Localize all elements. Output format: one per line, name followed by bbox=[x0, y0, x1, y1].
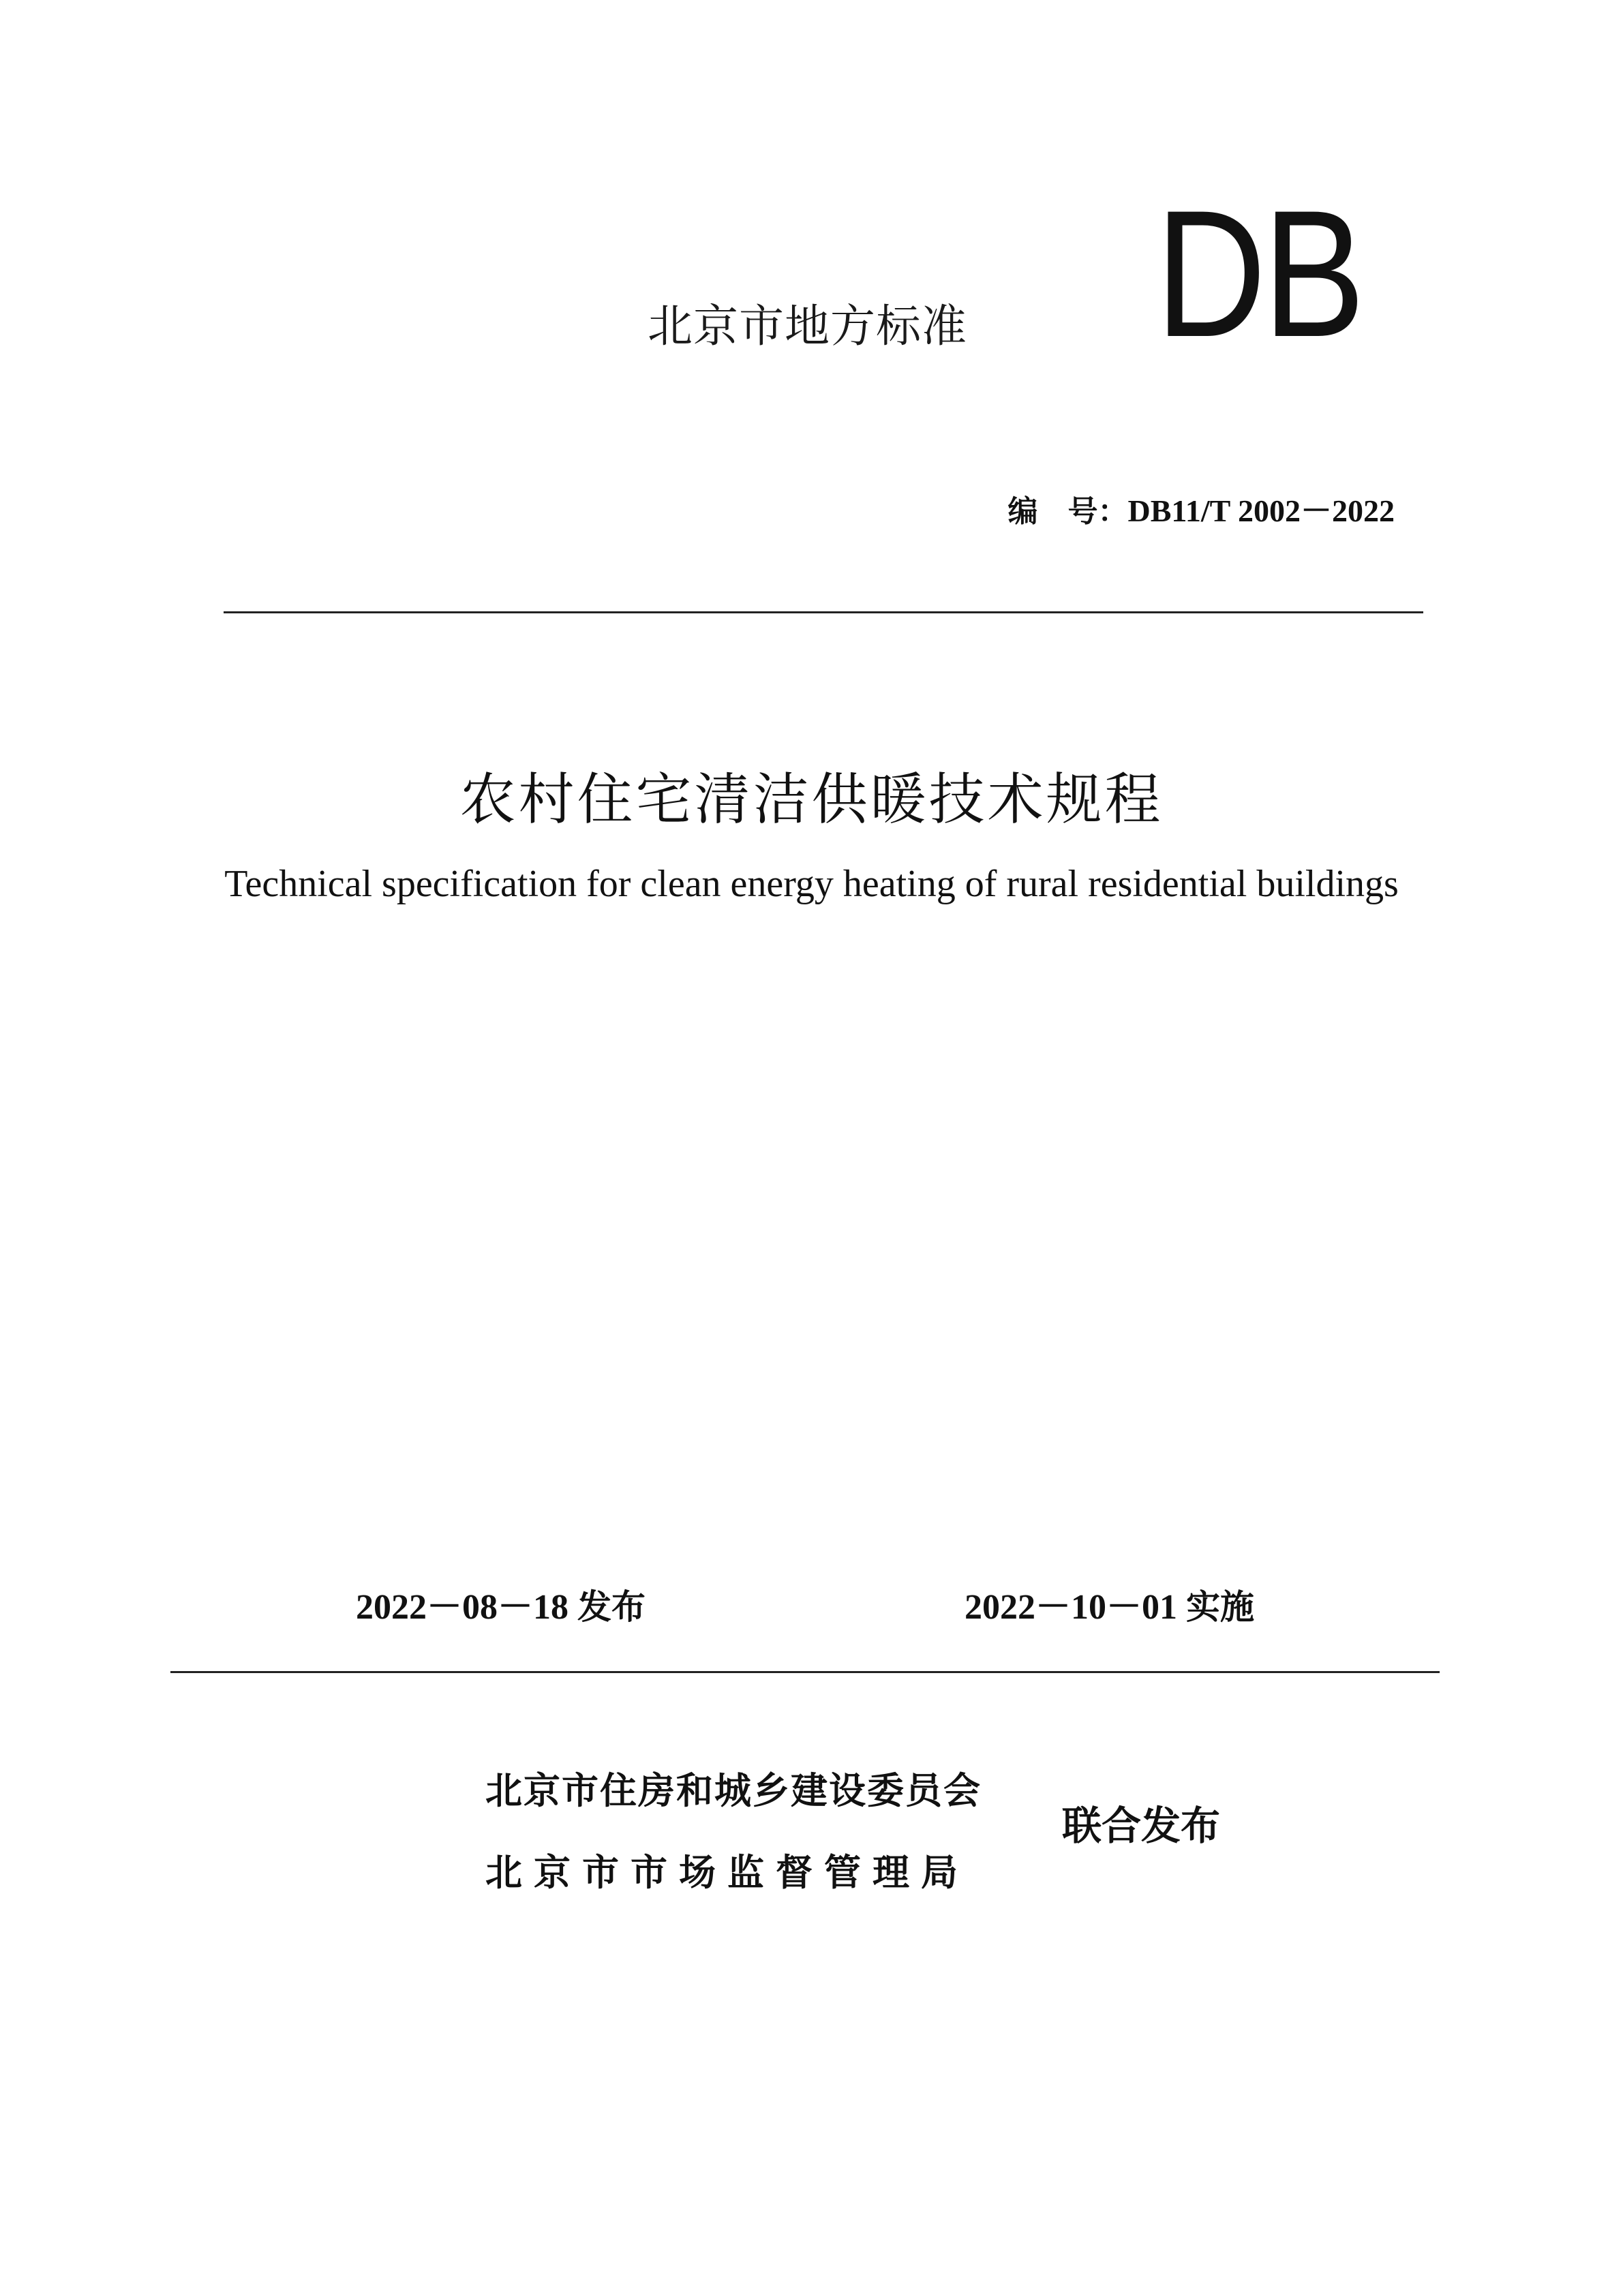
joint-release-label: 联合发布 bbox=[1062, 1803, 1221, 1849]
standard-number-label: 编 号： bbox=[1007, 494, 1128, 529]
issuer-market-regulation: 北京市市场监督管理局 bbox=[485, 1851, 969, 1894]
issue-date-label: 发布 bbox=[577, 1587, 646, 1627]
standard-number-value: DB11/T 2002－2022 bbox=[1127, 493, 1395, 528]
bottom-divider bbox=[170, 1671, 1440, 1673]
title-english: Technical specification for clean energy heating of rural residential buildings bbox=[224, 863, 1399, 905]
issue-date-value: 2022－08－18 bbox=[356, 1588, 569, 1627]
db-mark: DB bbox=[1155, 173, 1362, 375]
standard-number bbox=[1008, 486, 1395, 531]
standard-type: 北京市地方标准 bbox=[648, 300, 967, 352]
implement-date-value: 2022－10－01 bbox=[965, 1588, 1178, 1627]
top-divider bbox=[224, 611, 1423, 613]
title-chinese: 农村住宅清洁供暖技术规程 bbox=[459, 767, 1164, 832]
issue-date bbox=[356, 1578, 646, 1629]
implement-date-label: 实施 bbox=[1186, 1587, 1255, 1627]
issuer-housing-commission: 北京市住房和城乡建设委员会 bbox=[485, 1769, 982, 1812]
implement-date bbox=[965, 1578, 1254, 1629]
